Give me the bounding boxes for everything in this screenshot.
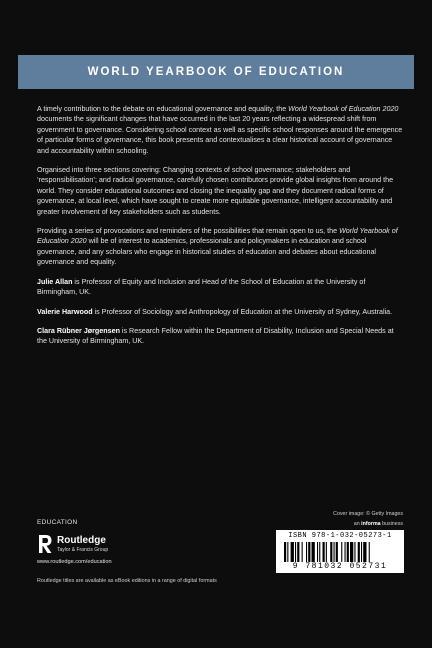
barcode-bar bbox=[323, 542, 325, 562]
blurb-paragraph-1 bbox=[37, 104, 403, 156]
barcode-bar bbox=[306, 542, 307, 562]
blurb-p1-intro: A timely contribution to the debate on educational governance and equality, the bbox=[37, 105, 289, 113]
barcode-bar bbox=[330, 542, 332, 562]
barcode-bar bbox=[312, 542, 315, 562]
routledge-logo-icon bbox=[37, 534, 53, 554]
author-bio-text: is Research Fellow within the Department of Disability, Inclusion and Special Needs at the University of Birmingham, UK. bbox=[37, 326, 394, 346]
informa-name: informa bbox=[361, 521, 381, 527]
barcode-bar bbox=[341, 542, 342, 562]
series-title: WORLD YEARBOOK OF EDUCATION bbox=[87, 66, 345, 78]
barcode-bar bbox=[302, 542, 303, 562]
author-bio bbox=[37, 326, 403, 347]
blurb-paragraph-2: Organised into three sections covering: Changing contexts of school governance; stakeholders and ‘responsibilisation’; and radical governance, carefully chosen contributors provide global insights from around the world. They consider educational outcomes and closing the inequality gap and they document radical forms of governance, at local level, which have sought to create more equitable governance, intelligent accountability and greater involvement of key stakeholders such as students. bbox=[37, 166, 394, 216]
ebook-availability-note: Routledge titles are available as eBook editions in a range of digital formats bbox=[37, 578, 217, 584]
isbn-label: ISBN 978-1-032-05273-1 bbox=[288, 532, 392, 540]
publisher-name: Routledge bbox=[57, 534, 106, 546]
subject-category: EDUCATION bbox=[37, 519, 78, 526]
barcode-bar bbox=[345, 542, 346, 562]
barcode-bar bbox=[326, 542, 327, 562]
barcode-bar bbox=[284, 542, 286, 562]
series-banner bbox=[18, 55, 414, 89]
informa-suffix: business bbox=[380, 521, 403, 527]
author-bio-text: is Professor of Sociology and Anthropology of Education at the University of Sydney, Australia. bbox=[92, 307, 393, 316]
blurb-p3-rest: will be of interest to academics, professionals and policymakers in education and school governance, and any scholars who engage in historical studies of education and debates about educational governance and equality. bbox=[37, 237, 377, 267]
barcode-icon bbox=[284, 542, 396, 562]
barcode-bar bbox=[354, 542, 355, 562]
blurb-p1-rest: documents the significant changes that have occurred in the last 20 years reflecting a widespread shift from government to governance. Considering school context as well as specific school responses around the emergence of particular forms of governance, this book presents and contextualises a clear historical account of governance and accountability within schooling. bbox=[37, 115, 403, 155]
blurb-paragraph-3 bbox=[37, 226, 403, 268]
barcode-bar bbox=[295, 542, 296, 562]
barcode-bar bbox=[369, 542, 370, 562]
author-bio bbox=[37, 277, 403, 298]
barcode-bar bbox=[358, 542, 360, 562]
barcode-bar bbox=[297, 542, 299, 562]
barcode-bar bbox=[319, 542, 320, 562]
barcode-bar bbox=[336, 542, 338, 562]
barcode-bar bbox=[291, 542, 294, 562]
publisher-logo bbox=[37, 534, 108, 554]
author-bio bbox=[37, 307, 403, 317]
barcode-bar bbox=[363, 542, 366, 562]
blurb-p3-book-title: World Yearbook of Education 2020 bbox=[37, 227, 398, 246]
publisher-website[interactable]: www.routledge.com/education bbox=[37, 559, 112, 565]
author-name: Julie Allan bbox=[37, 277, 73, 286]
informa-business-line bbox=[290, 521, 403, 527]
barcode-bar bbox=[361, 542, 362, 562]
publisher-wordmark bbox=[57, 536, 108, 553]
blurb-p1-book-title: World Yearbook of Education 2020 bbox=[288, 105, 399, 113]
back-cover-blurb bbox=[37, 104, 403, 356]
barcode-bar bbox=[308, 542, 310, 562]
cover-image-credit: Cover image: © Getty Images bbox=[333, 511, 403, 517]
barcode-bar bbox=[287, 542, 288, 562]
barcode-bar bbox=[350, 542, 353, 562]
author-name: Clara Rübner Jørgensen bbox=[37, 326, 120, 335]
informa-prefix: an bbox=[353, 521, 362, 527]
author-bio-text: is Professor of Equity and Inclusion and Head of the School of Education at the University of Birmingham, UK. bbox=[37, 277, 366, 297]
barcode-bar bbox=[317, 542, 318, 562]
barcode-bar bbox=[334, 542, 335, 562]
publisher-group: Taylor & Francis Group bbox=[57, 546, 109, 553]
isbn-barcode bbox=[276, 530, 404, 573]
author-name: Valerie Harwood bbox=[37, 307, 93, 316]
barcode-digits: 9 781032 052731 bbox=[292, 562, 388, 571]
barcode-bar bbox=[347, 542, 349, 562]
blurb-p3-intro: Providing a series of provocations and reminders of the possibilities that remain open to us, the bbox=[37, 227, 340, 236]
